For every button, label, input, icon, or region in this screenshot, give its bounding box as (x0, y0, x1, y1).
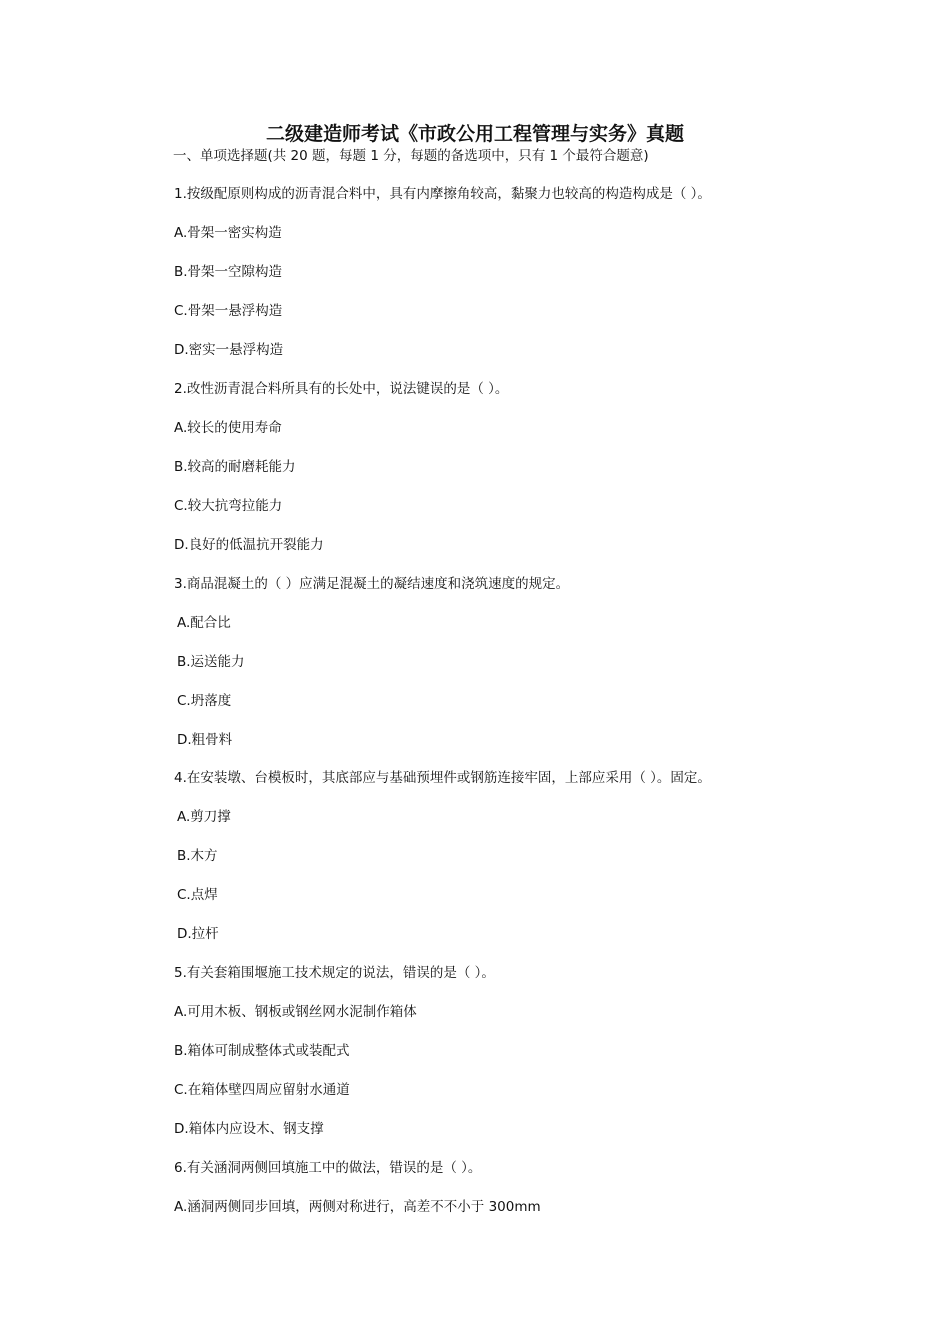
question-4-option-c: C.点焊 (177, 887, 218, 903)
document-title: 二级建造师考试《市政公用工程管理与实务》真题 (265, 123, 684, 145)
question-1-stem: 1.按级配原则构成的沥青混合料中，具有内摩擦角较高，黏聚力也较高的构造构成是（ ）。 (174, 186, 711, 202)
question-1-option-a: A.骨架一密实构造 (174, 225, 282, 241)
question-6-stem: 6.有关涵洞两侧回填施工中的做法，错误的是（ ）。 (174, 1160, 482, 1176)
question-2-option-a: A.较长的使用寿命 (174, 420, 282, 436)
question-5-option-d: D.箱体内应设木、钢支撑 (174, 1121, 324, 1137)
section-heading: 一、单项选择题(共 20 题，每题 1 分，每题的备选项中，只有 1 个最符合题意) (173, 148, 649, 164)
question-3-option-d: D.粗骨料 (177, 732, 233, 748)
question-2-stem: 2.改性沥青混合料所具有的长处中，说法键误的是（ ）。 (174, 381, 509, 397)
question-4-stem: 4.在安装墩、台模板时，其底部应与基础预埋件或钢筋连接牢固，上部应采用（ ）。固定。 (174, 770, 711, 786)
question-5-option-a: A.可用木板、钢板或钢丝网水泥制作箱体 (174, 1004, 417, 1020)
question-4-option-a: A.剪刀撑 (177, 809, 231, 825)
question-3-option-c: C.坍落度 (177, 693, 232, 709)
question-2-option-c: C.较大抗弯拉能力 (174, 498, 283, 514)
question-4-option-d: D.拉杆 (177, 926, 219, 942)
question-2-option-d: D.良好的低温抗开裂能力 (174, 537, 324, 553)
question-3-option-b: B.运送能力 (177, 654, 245, 670)
question-5-stem: 5.有关套箱围堰施工技术规定的说法，错误的是（ ）。 (174, 965, 495, 981)
question-1-option-c: C.骨架一悬浮构造 (174, 303, 283, 319)
question-1-option-d: D.密实一悬浮构造 (174, 342, 284, 358)
question-5-option-c: C.在箱体壁四周应留射水通道 (174, 1082, 350, 1098)
question-5-option-b: B.箱体可制成整体式或装配式 (174, 1043, 350, 1059)
question-3-stem: 3.商品混凝土的（ ）应满足混凝土的凝结速度和浇筑速度的规定。 (174, 576, 570, 592)
question-2-option-b: B.较高的耐磨耗能力 (174, 459, 296, 475)
question-4-option-b: B.木方 (177, 848, 218, 864)
question-6-option-a: A.涵洞两侧同步回填，两侧对称进行，高差不不小于 300mm (174, 1199, 541, 1215)
question-1-option-b: B.骨架一空隙构造 (174, 264, 283, 280)
question-3-option-a: A.配合比 (177, 615, 231, 631)
